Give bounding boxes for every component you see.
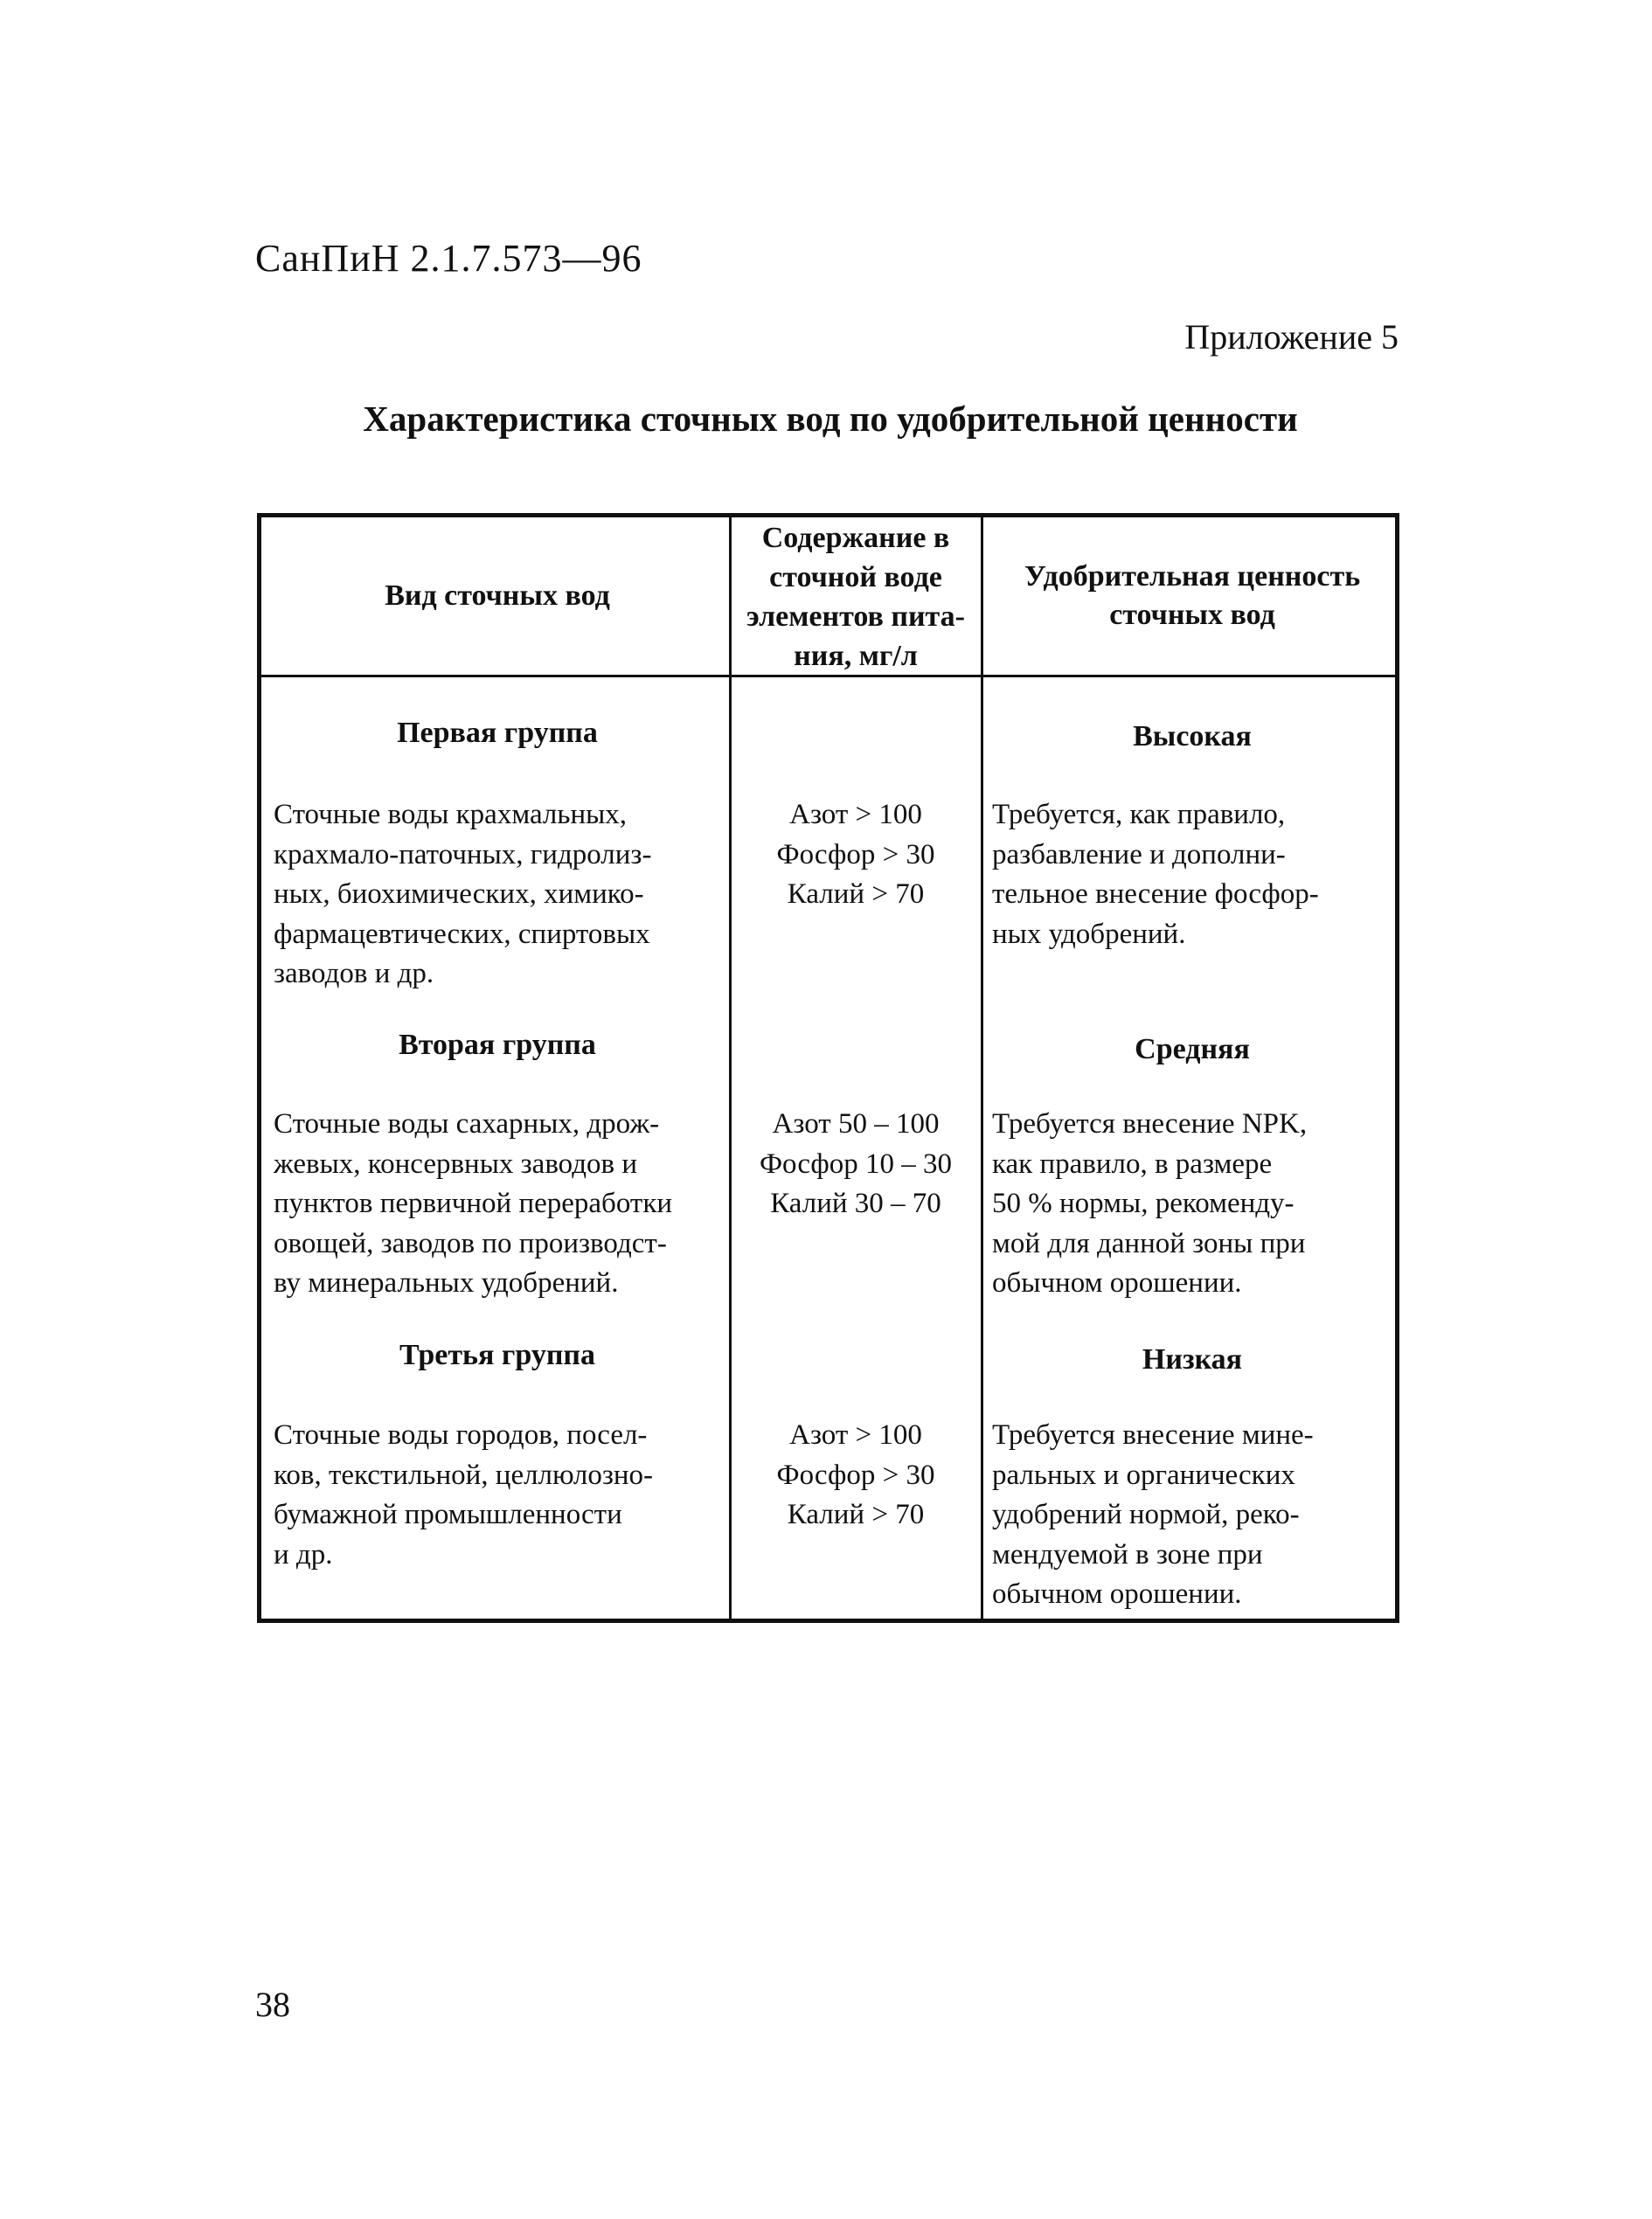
value-class: Высокая xyxy=(1133,720,1252,752)
nutrient-line: Фосфор > 30 xyxy=(776,1459,935,1491)
fertilizer-value-text xyxy=(992,795,1394,954)
column-divider xyxy=(729,517,732,1619)
text-line: как правило, в размере xyxy=(992,1148,1273,1180)
text-line: крахмало-паточных, гидролиз- xyxy=(274,838,652,870)
document-code: СанПиН 2.1.7.573—96 xyxy=(255,237,642,280)
text-line: бумажной промышленности xyxy=(274,1499,622,1531)
text-line: 50 % нормы, рекоменду- xyxy=(992,1188,1295,1220)
wastewater-type xyxy=(274,1105,724,1304)
group-title: Вторая группа xyxy=(399,1029,596,1061)
text-line: обычном орошении. xyxy=(992,1267,1242,1300)
page-number: 38 xyxy=(255,1985,290,2024)
text-line: ву минеральных удобрений. xyxy=(274,1267,619,1300)
text-line: Сточные воды крахмальных, xyxy=(274,799,628,830)
nutrient-content xyxy=(733,795,978,915)
column-header-value: Удобрительная ценность сточных вод xyxy=(1024,559,1361,631)
text-line: и др. xyxy=(274,1538,333,1571)
text-line: заводов и др. xyxy=(274,958,434,990)
text-line: ральных и органических xyxy=(992,1459,1295,1491)
text-line: жевых, консервных заводов и xyxy=(274,1148,638,1180)
text-line: ков, текстильной, целлюлозно- xyxy=(274,1459,654,1491)
value-class: Средняя xyxy=(1135,1033,1250,1065)
nutrient-line: Фосфор 10 – 30 xyxy=(759,1148,953,1180)
group-title: Третья группа xyxy=(399,1339,596,1371)
fertilizer-value-text xyxy=(992,1105,1394,1304)
text-line: Сточные воды городов, посел- xyxy=(274,1419,648,1451)
text-line: фармацевтических, спиртовых xyxy=(274,918,650,950)
text-line: Требуется внесение NPK, xyxy=(992,1108,1308,1140)
nutrient-line: Калий > 70 xyxy=(787,878,925,911)
column-header-type: Вид сточных вод xyxy=(385,579,610,612)
text-line: Требуется, как правило, xyxy=(992,799,1286,830)
text-line: Требуется внесение мине- xyxy=(992,1419,1314,1451)
text-line: разбавление и дополни- xyxy=(992,838,1286,870)
nutrient-content xyxy=(733,1105,978,1224)
nutrient-line: Калий > 70 xyxy=(787,1499,925,1531)
nutrient-line: Фосфор > 30 xyxy=(776,838,935,870)
text-line: овощей, заводов по производст- xyxy=(274,1227,667,1259)
appendix-label: Приложение 5 xyxy=(1184,317,1399,357)
column-divider xyxy=(981,517,983,1619)
wastewater-type xyxy=(274,1416,724,1575)
text-line: тельное внесение фосфор- xyxy=(992,878,1319,911)
nutrient-line: Азот > 100 xyxy=(789,799,922,830)
group-title: Первая группа xyxy=(397,717,598,749)
nutrient-line: Азот 50 – 100 xyxy=(772,1108,940,1140)
text-line: мендуемой в зоне при xyxy=(992,1538,1263,1571)
fertilizer-value-text xyxy=(992,1416,1394,1615)
text-line: Сточные воды сахарных, дрож- xyxy=(274,1108,660,1140)
wastewater-type xyxy=(274,795,724,995)
text-line: ных удобрений. xyxy=(992,918,1186,950)
table-title: Характеристика сточных вод по удобрительной ценности xyxy=(363,399,1298,439)
text-line: пунктов первичной переработки xyxy=(274,1188,673,1220)
text-line: мой для данной зоны при xyxy=(992,1227,1306,1259)
text-line: удобрений нормой, реко- xyxy=(992,1499,1300,1531)
nutrient-line: Азот > 100 xyxy=(789,1419,922,1451)
nutrient-content xyxy=(733,1416,978,1536)
nutrient-line: Калий 30 – 70 xyxy=(770,1188,941,1220)
text-line: обычном орошении. xyxy=(992,1578,1242,1611)
fertilizer-value-table xyxy=(257,513,1399,1623)
value-class: Низкая xyxy=(1142,1343,1243,1376)
column-header-elements: Содержание в сточной воде элементов пита-ния, мг/л xyxy=(746,522,965,672)
text-line: ных, биохимических, химико- xyxy=(274,878,644,911)
